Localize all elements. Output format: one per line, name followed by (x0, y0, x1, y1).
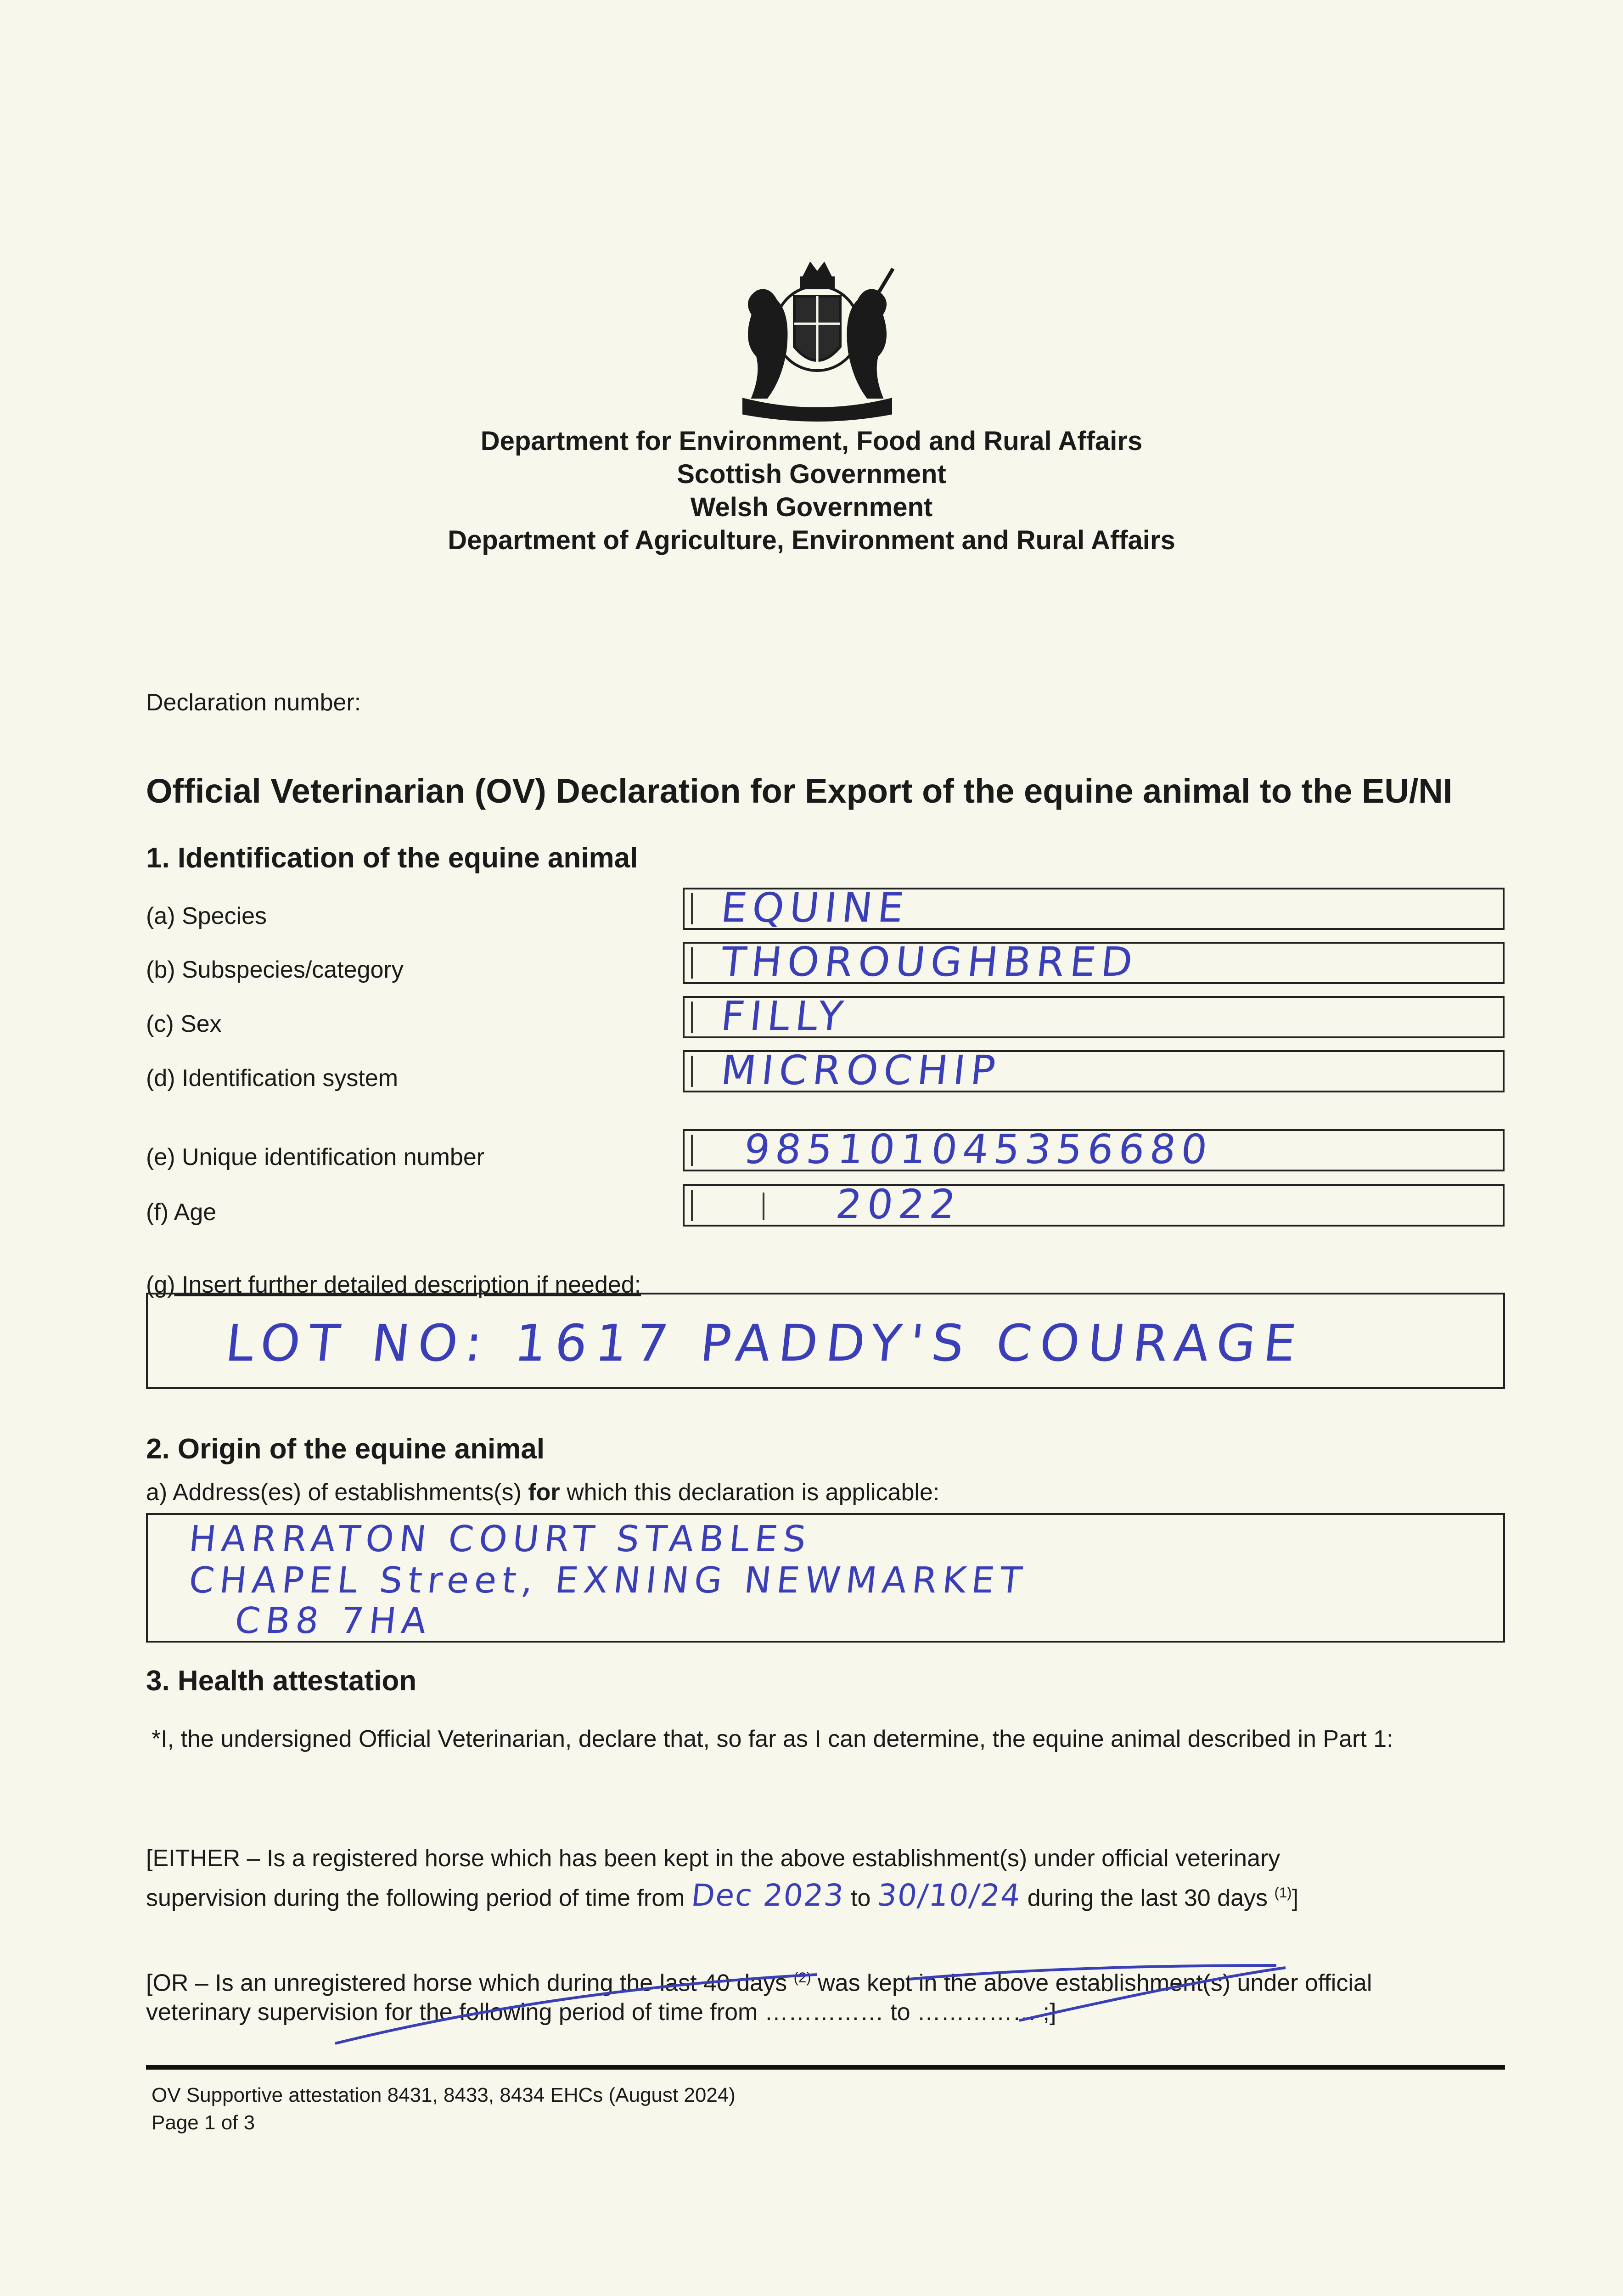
royal-coat-of-arms-icon (725, 259, 909, 425)
department-line-daera: Department of Agriculture, Environment and Rural Affairs (448, 525, 1175, 555)
address-line-3: CB8 7HA (233, 1600, 434, 1642)
unique-id-value: 985101045356680 (741, 1125, 1215, 1173)
unique-id-label: (e) Unique identification number (146, 1144, 485, 1171)
further-description-value: LOT NO: 1617 PADDY'S COURAGE (223, 1314, 1307, 1373)
identification-system-value: MICROCHIP (719, 1047, 1003, 1094)
identification-system-field[interactable] (683, 1047, 1505, 1094)
department-line-scottish: Scottish Government (677, 459, 946, 489)
department-line-welsh: Welsh Government (690, 492, 933, 522)
subspecies-value: THOROUGHBRED (719, 938, 1140, 985)
department-line-defra: Department for Environment, Food and Rural Affairs (480, 426, 1143, 456)
either-from-date: Dec 2023 (689, 1878, 846, 1913)
age-label: (f) Age (146, 1199, 217, 1226)
sex-field[interactable] (683, 992, 1505, 1040)
strikethrough-marks (331, 1961, 1387, 2053)
species-value: EQUINE (719, 884, 912, 931)
page-title: Official Veterinarian (OV) Declaration for Export of the equine animal to the EU/NI (146, 772, 1453, 810)
unique-id-field[interactable] (683, 1125, 1505, 1173)
section3-heading: 3. Health attestation (146, 1665, 417, 1697)
address-line-1: HARRATON COURT STABLES (187, 1519, 814, 1560)
footer-attestation-ref: OV Supportive attestation 8431, 8433, 8434 EHCs (August 2024) (152, 2084, 736, 2106)
section2-heading: 2. Origin of the equine animal (146, 1433, 545, 1465)
further-description-field[interactable] (146, 1293, 1505, 1389)
species-field[interactable] (683, 884, 1505, 931)
either-line-1: [EITHER – Is a registered horse which has been kept in the above establishment(s) under official veterinary (146, 1845, 1280, 1872)
or-line-2: veterinary supervision for the following period of time from …………… to …………… ;] (146, 1999, 1056, 2026)
footer-divider (146, 2065, 1505, 2070)
identification-system-label: (d) Identification system (146, 1065, 399, 1092)
section1-heading: 1. Identification of the equine animal (146, 842, 638, 874)
address-line-2: CHAPEL Street, EXNING NEWMARKET (187, 1560, 1029, 1601)
footer-page-number: Page 1 of 3 (152, 2111, 255, 2134)
address-label: a) Address(es) of establishments(s) for which this declaration is applicable: (146, 1479, 940, 1506)
subspecies-field[interactable] (683, 938, 1505, 985)
further-description-label: (g) Insert further detailed description if needed: (146, 1272, 641, 1298)
age-field[interactable] (683, 1181, 1505, 1228)
health-attestation-intro: *I, the undersigned Official Veterinarian, declare that, so far as I can determine, the equine animal described in Part 1: (152, 1726, 1393, 1752)
sex-label: (c) Sex (146, 1011, 222, 1037)
either-to-date: 30/10/24 (875, 1878, 1023, 1913)
declaration-number-label: Declaration number: (146, 689, 361, 716)
sex-value: FILLY (719, 992, 851, 1040)
age-value: 2022 (833, 1181, 964, 1228)
address-field[interactable] (146, 1513, 1505, 1643)
or-line-1: [OR – Is an unregistered horse which during the last 40 days $^{(2)}$ was kept in the above establishment(s) under official (146, 1970, 1372, 1997)
species-label: (a) Species (146, 903, 267, 929)
either-line-2: supervision during the following period of time from Dec 2023 to 30/10/24 during the last 30 days $^{(1)}$] (146, 1878, 1299, 1913)
subspecies-label: (b) Subspecies/category (146, 957, 404, 983)
